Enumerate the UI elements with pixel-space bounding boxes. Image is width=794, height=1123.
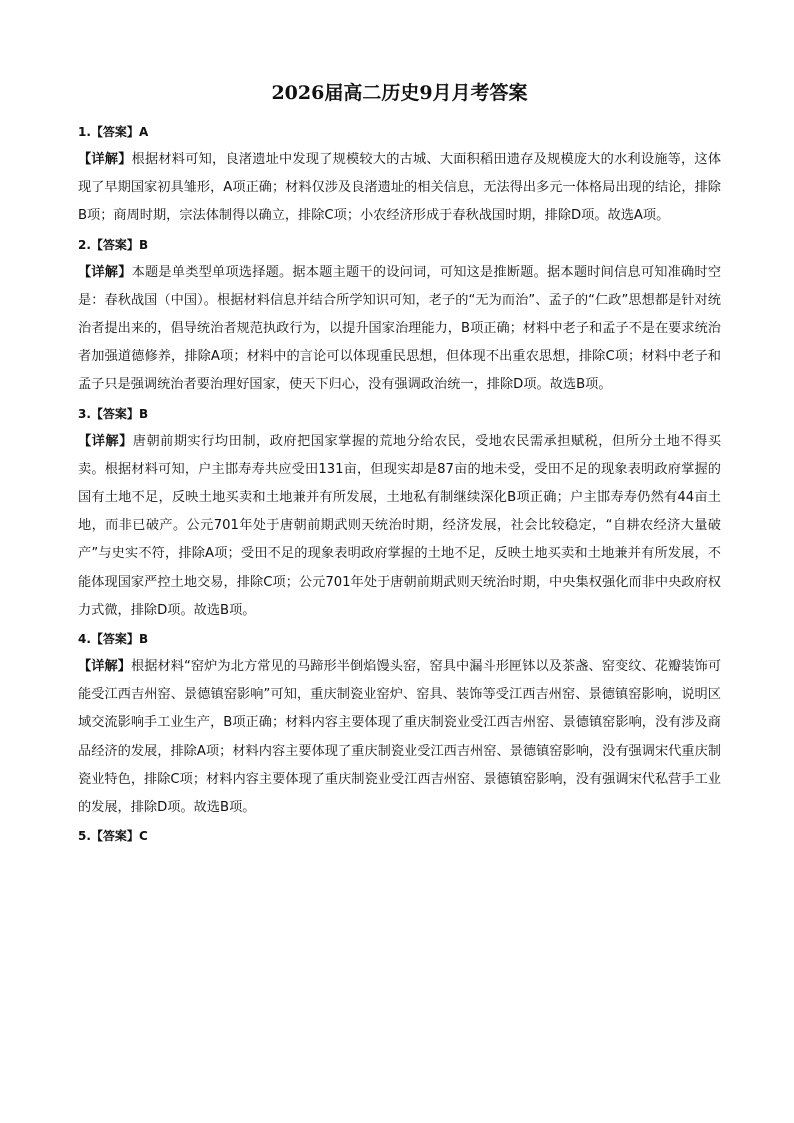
question-1	[78, 118, 721, 231]
detail-tag: 【详解】	[78, 264, 132, 280]
explanation-text: 根据材料“窑炉为北方常见的马蹄形半倒焰馒头窑，窑具中漏斗形匣钵以及茶盏、窑变纹、花瓣装饰可能受江西吉州窑、景德镇窑影响”可知，重庆制瓷业窑炉、窑具、装饰等受江西吉州窑、景德镇窑影响，说明区域交流影响手工业生产，B项正确；材料内容主要体现了重庆制瓷业受江西吉州窑、景德镇窑影响，没有涉及商品经济的发展，排除A项；材料内容主要体现了重庆制瓷业受江西吉州窑、景德镇窑影响，没有强调宋代重庆制瓷业特色，排除C项；材料内容主要体现了重庆制瓷业受江西吉州窑、景德镇窑影响，没有强调宋代私营手工业的发展，排除D项。故选B项。	[78, 659, 722, 816]
answer-letter: A	[138, 125, 149, 139]
explanation-text: 根据材料可知，良渚遗址中发现了规模较大的古城、大面积稻田遗存及规模庞大的水利设施等，这体现了早期国家初具雏形，A项正确；材料仅涉及良渚遗址的相关信息，无法得出多元一体格局出现的结论，排除B项；商周时期，宗法体制得以确立，排除C项；小农经济形成于春秋战国时期，排除D项。故选A项。	[78, 152, 722, 224]
answer-line	[78, 231, 721, 259]
page-title: 2026届高二历史9月月考答案	[271, 82, 528, 104]
answer-letter: B	[138, 237, 149, 252]
answer-line	[78, 822, 721, 850]
question-5	[78, 822, 721, 850]
explanation	[78, 428, 721, 625]
question-4	[78, 625, 721, 822]
answer-letter: C	[138, 829, 148, 844]
question-number: 2.	[78, 237, 91, 252]
question-number: 5.	[78, 829, 91, 844]
answer-letter: B	[138, 406, 149, 421]
question-number: 1.	[78, 125, 91, 139]
explanation	[78, 653, 721, 822]
answer-tag: 【答案】	[90, 632, 139, 647]
question-2	[78, 231, 721, 400]
detail-tag: 【详解】	[78, 659, 132, 675]
answer-line	[78, 625, 721, 653]
explanation-text: 本题是单类型单项选择题。据本题主题干的设问词，可知这是推断题。据本题时间信息可知准确时空是：春秋战国（中国）。根据材料信息并结合所学知识可知，老子的“无为而治”、孟子的“仁政”思想都是针对统治者提出来的，倡导统治者规范执政行为，以提升国家治理能力，B项正确；材料中老子和孟子不是在要求统治者加强道德修养，排除A项；材料中的言论可以体现重民思想，但体现不出重农思想，排除C项；材料中老子和孟子只是强调统治者要治理好国家，使天下归心，没有强调政治统一，排除D项。故选B项。	[78, 264, 722, 393]
answer-document	[78, 78, 721, 850]
question-number: 3.	[78, 406, 91, 421]
question-number: 4.	[78, 632, 91, 647]
answer-line	[78, 118, 721, 146]
answer-line	[78, 400, 721, 428]
explanation	[78, 259, 721, 400]
answer-tag: 【答案】	[90, 237, 139, 252]
answer-tag: 【答案】	[90, 406, 139, 421]
detail-tag: 【详解】	[78, 152, 132, 167]
answer-tag: 【答案】	[90, 125, 139, 139]
explanation	[78, 146, 721, 231]
question-3	[78, 400, 721, 625]
answer-tag: 【答案】	[90, 829, 139, 844]
detail-tag: 【详解】	[78, 433, 133, 449]
answer-letter: B	[138, 632, 149, 647]
explanation-text: 唐朝前期实行均田制，政府把国家掌握的荒地分给农民，受地农民需承担赋税，但所分土地不得买卖。根据材料可知，户主邯寿寿共应受田131亩，但现实却是87亩的地未受，受田不足的现象表明政府掌握的国有土地不足，反映土地买卖和土地兼并有所发展，土地私有制继续深化B项正确；户主邯寿寿仍然有44亩土地，而非已破产。公元701年处于唐朝前期武则天统治时期，经济发展，社会比较稳定，“自耕农经济大量破产”与史实不符，排除A项；受田不足的现象表明政府掌握的土地不足，反映土地买卖和土地兼并有所发展，不能体现国家严控土地交易，排除C项；公元701年处于唐朝前期武则天统治时期，中央集权强化而非中央政府权力式微，排除D项。故选B项。	[78, 433, 722, 618]
